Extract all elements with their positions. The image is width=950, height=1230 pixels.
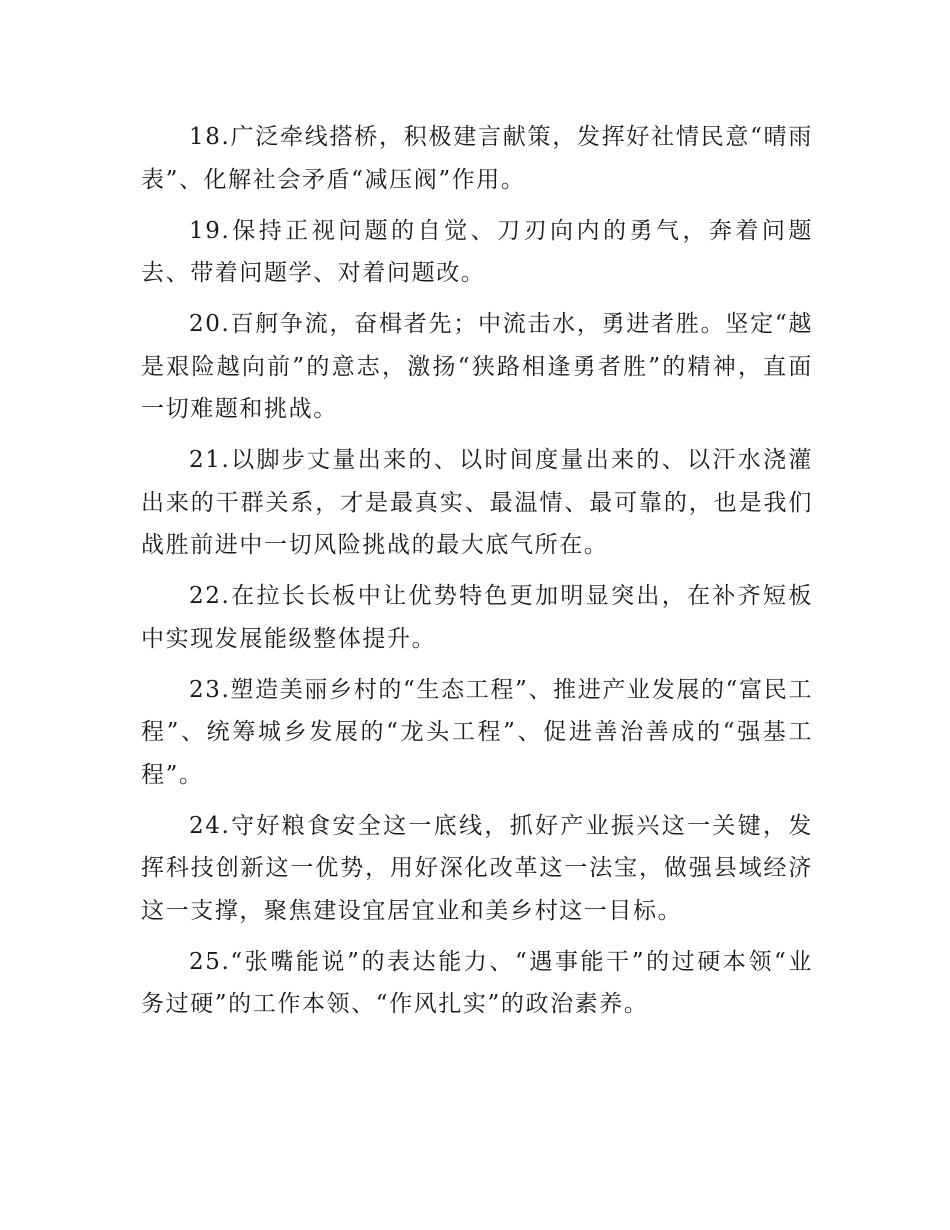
- paragraph-23: 23.塑造美丽乡村的“生态工程”、推进产业发展的“富民工程”、统筹城乡发展的“龙头工程”、促进善治善成的“强基工程”。: [141, 676, 813, 788]
- paragraph-20: 20.百舸争流，奋楫者先；中流击水，勇进者胜。坚定“越是艰险越向前”的意志，激扬“狭路相逢勇者胜”的精神，直面一切难题和挑战。: [141, 311, 813, 422]
- paragraph-18: 18.广泛牵线搭桥，积极建言献策，发挥好社情民意“晴雨表”、化解社会矛盾“减压阀”作用。: [141, 124, 813, 193]
- paragraph-19: 19.保持正视问题的自觉、刀刃向内的勇气，奔着问题去、带着问题学、对着问题改。: [141, 217, 813, 286]
- paragraph-25: 25.“张嘴能说”的表达能力、“遇事能干”的过硬本领“业务过硬”的工作本领、“作风扎实”的政治素养。: [141, 948, 813, 1017]
- document-body: [141, 116, 813, 1034]
- paragraph-21: 21.以脚步丈量出来的、以时间度量出来的、以汗水浇灌出来的干群关系，才是最真实、最温情、最可靠的，也是我们战胜前进中一切风险挑战的最大底气所在。: [141, 447, 813, 558]
- paragraph-24: 24.守好粮食安全这一底线，抓好产业振兴这一关键，发挥科技创新这一优势，用好深化改革这一法宝，做强县域经济这一支撑，聚焦建设宜居宜业和美乡村这一目标。: [141, 812, 813, 924]
- paragraph-22: 22.在拉长长板中让优势特色更加明显突出，在补齐短板中实现发展能级整体提升。: [141, 583, 813, 652]
